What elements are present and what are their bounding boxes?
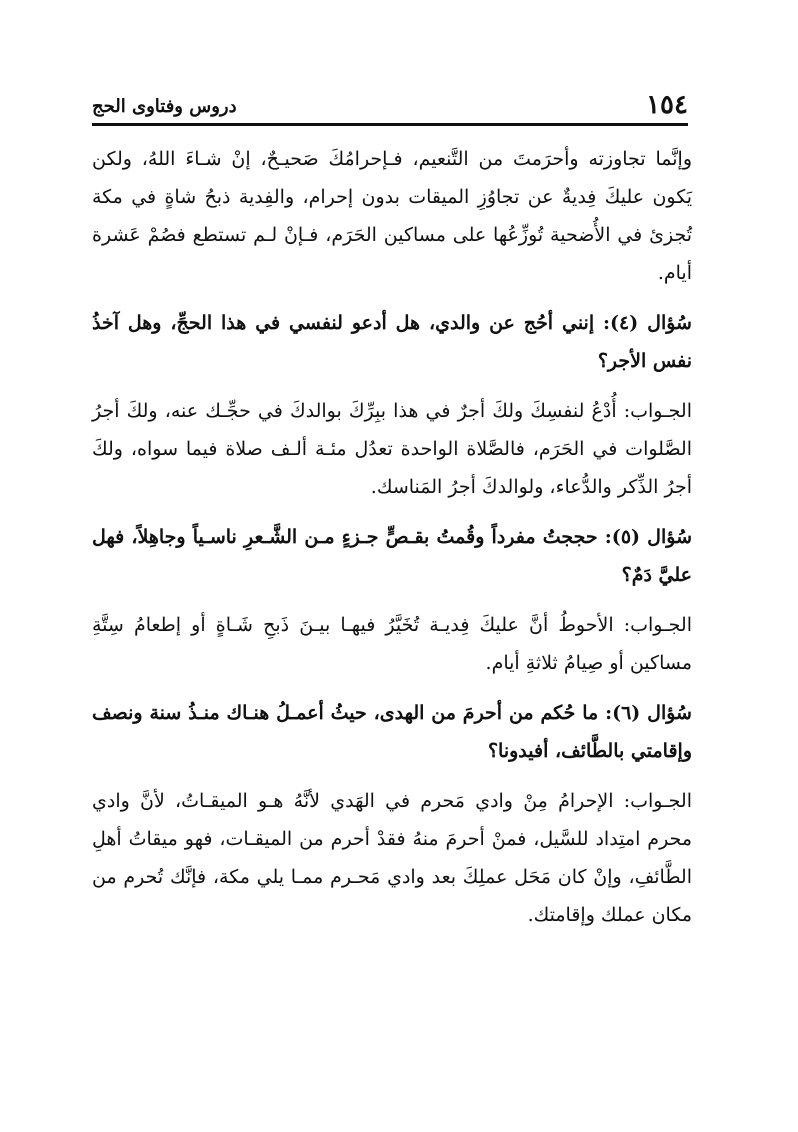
book-title: دروس وفتاوى الحج <box>92 96 237 117</box>
answer-paragraph: الجـواب: أُدْعُ لنفسِكَ ولكَ أجرٌ في هذا ببِرِّكَ بوالدكَ في حجِّـك عنه، ولكَ أجرُ الصَّلوات في الحَرَم، فالصَّلاة الواحدة تعدُل مئـة ألـف صلاة فيما سواه، ولكَ أجرُ الذِّكر والدُّعاء، ولوالدكَ أجرُ المَناسك. <box>92 400 692 498</box>
page-number: ١٥٤ <box>646 90 688 120</box>
answer-paragraph: الجـواب: الإحرامُ مِنْ وادي مَحرم في الهَدي لأنَّهُ هـو الميقـاتُ، لأنَّ وادي محرم امتِداد للسَّيل، فمنْ أحرمَ منهُ فقدْ أحرم من الميقـات، فهو ميقاتُ أهلِ الطَّائفِ، وإنْ كان مَحَل عملِكَ بعد وادي مَحـرم ممـا يلي مكة، فإنَّك تُحرم من مكان عملك وإقامتك. <box>92 790 692 926</box>
page-header <box>92 86 688 126</box>
question-paragraph: سُؤال (٥): حججتُ مفرداً وقُمتُ بقـصٍّ جـزءٍ مـن الشَّـعرِ ناسـياً وجاهِلاً، فهل عليَّ دَمٌ؟ <box>92 526 692 586</box>
question-paragraph: سُؤال (٦): ما حُكم من أحرمَ من الهدى، حيثُ أعمـلُ هنـاك منـذُ سنة ونصف وإقامتي بالطَّائف، أفيدونا؟ <box>92 702 692 762</box>
question-paragraph: سُؤال (٤): إنني أحُج عن والدي، هل أدعو لنفسي في هذا الحجِّ، وهل آخذُ نفس الأجر؟ <box>92 312 692 372</box>
page-body <box>92 140 692 946</box>
answer-paragraph: وإنَّما تجاوزته وأحرَمتَ من التَّنعيم، فـإحرامُكَ صَحيـحٌ، إنْ شـاءَ اللهُ، ولكن يَكون عليكَ فِديةٌ عن تجاوُزِ الميقات بدون إحرام، والفِدية ذبحُ شاةٍ في مكة تُجزئ في الأُضحية تُوزِّعُها على مساكين الحَرَم، فـإنْ لـم تستطع فصُمْ عَشرة أيام. <box>92 148 692 284</box>
answer-paragraph: الجـواب: الأحوطُ أنَّ عليكَ فِديـة تُخَيَّرُ فيهـا بيـنَ ذَبحِ شَـاةٍ أو إطعامُ سِتَّةِ مساكين أو صِيامُ ثلاثةِ أيام. <box>92 614 692 674</box>
